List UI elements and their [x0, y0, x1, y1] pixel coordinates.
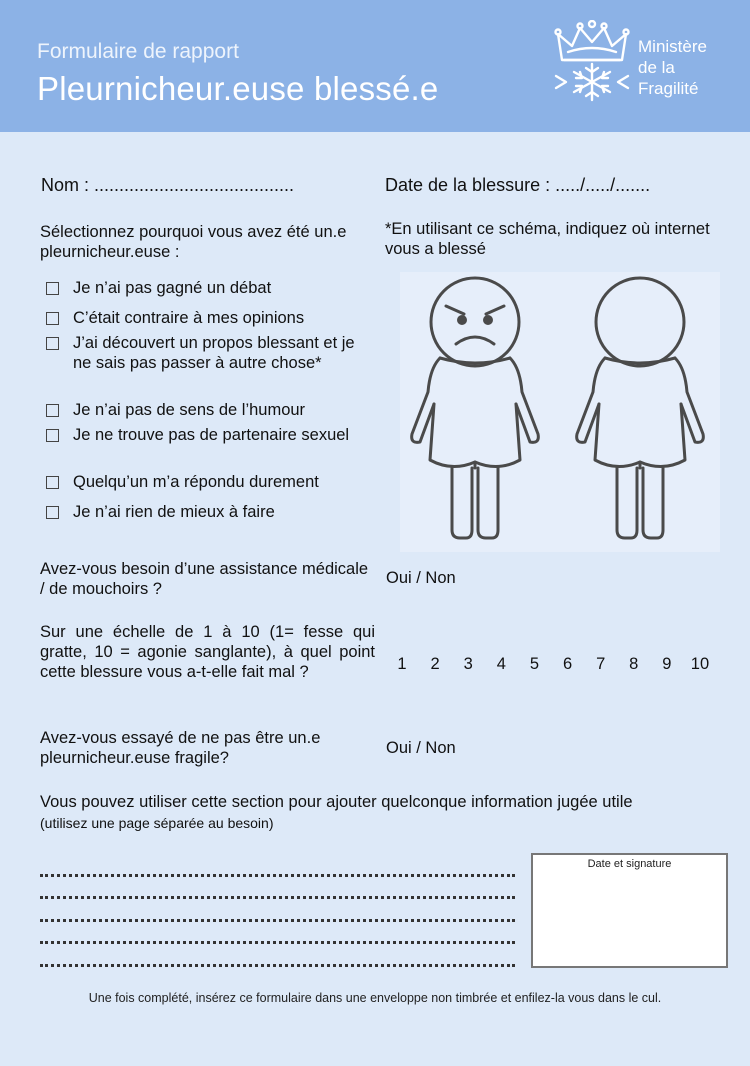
pain-scale [386, 655, 716, 674]
reason-label: Je n’ai rien de mieux à faire [73, 503, 275, 521]
reason-label: Quelqu’un m’a répondu durement [73, 473, 319, 491]
reason-option[interactable] [46, 400, 363, 420]
checkbox[interactable] [46, 429, 59, 442]
scale-value[interactable]: 5 [529, 655, 540, 673]
scale-value[interactable]: 4 [496, 655, 506, 673]
signature-label: Date et signature [587, 858, 672, 870]
reason-label: Je n’ai pas gagné un débat [73, 279, 272, 297]
dotted-line[interactable] [40, 948, 515, 971]
ministry-line: Fragilité [638, 79, 699, 98]
checkbox[interactable] [46, 506, 59, 519]
reason-option[interactable] [46, 502, 363, 522]
checkbox[interactable] [46, 282, 59, 295]
ministry-name [638, 36, 738, 99]
medical-question: Avez-vous besoin d’une assistance médicale / de mouchoirs ? [40, 560, 369, 598]
scale-value[interactable]: 8 [629, 655, 639, 673]
ministry-line: de la [638, 58, 675, 77]
dotted-line[interactable] [40, 903, 515, 926]
schema-question: *En utilisant ce schéma, indiquez où internet vous a blessé [385, 220, 710, 258]
checkbox[interactable] [46, 404, 59, 417]
signature-box[interactable] [531, 853, 728, 968]
reason-option[interactable] [46, 425, 363, 445]
reason-label: C’était contraire à mes opinions [73, 309, 305, 327]
dotted-line[interactable] [40, 881, 515, 904]
medical-answer[interactable]: Oui / Non [386, 569, 456, 587]
scale-value[interactable]: 6 [562, 655, 573, 673]
footer-note: Une fois complété, insérez ce formulaire dans une enveloppe non timbrée et enfilez-la vous dans le cul. [88, 991, 662, 1005]
injury-date-field[interactable]: Date de la blessure : ...../...../....... [385, 175, 651, 195]
pain-scale-question: Sur une échelle de 1 à 10 (1= fesse qui gratte, 10 = agonie sanglante), à quel point cette blessure vous a-t-elle fait mal ? [40, 623, 375, 681]
scale-value[interactable]: 7 [596, 655, 606, 673]
scale-value[interactable]: 3 [463, 655, 473, 673]
reason-option[interactable] [46, 278, 363, 298]
checkbox[interactable] [46, 312, 59, 325]
dotted-line[interactable] [40, 926, 515, 949]
name-field[interactable]: Nom : ........................................ [41, 175, 295, 195]
ministry-line: Ministère [638, 37, 707, 56]
reason-label: Je ne trouve pas de partenaire sexuel [73, 426, 350, 444]
dotted-line[interactable] [40, 858, 515, 881]
reason-label: Je n’ai pas de sens de l’humour [73, 401, 306, 419]
scale-value[interactable]: 9 [662, 655, 672, 673]
info-note: (utilisez une page séparée au besoin) [40, 815, 274, 831]
reason-label: J’ai découvert un propos blessant et je ne sais pas passer à autre chose* [73, 334, 355, 372]
scale-value[interactable]: 2 [430, 655, 440, 673]
info-heading: Vous pouvez utiliser cette section pour ajouter quelconque information jugée utile [40, 793, 633, 811]
info-lines[interactable] [40, 858, 515, 971]
body-diagram[interactable] [400, 272, 720, 552]
reason-option[interactable] [46, 472, 363, 492]
checkbox[interactable] [46, 476, 59, 489]
reason-option[interactable] [46, 333, 363, 373]
tried-question: Avez-vous essayé de ne pas être un.e pleurnicheur.euse fragile? [40, 729, 321, 767]
scale-value[interactable]: 1 [397, 655, 407, 673]
tried-answer[interactable]: Oui / Non [386, 739, 456, 757]
scale-value[interactable]: 10 [690, 655, 710, 673]
header-banner [0, 0, 750, 132]
form-title: Pleurnicheur.euse blessé.e [37, 70, 439, 107]
crown-snowflake-icon [552, 20, 632, 102]
form-subtitle: Formulaire de rapport [37, 40, 239, 63]
reason-option[interactable] [46, 308, 363, 328]
reasons-question: Sélectionnez pourquoi vous avez été un.e pleurnicheur.euse : [40, 223, 347, 261]
checkbox[interactable] [46, 337, 59, 350]
